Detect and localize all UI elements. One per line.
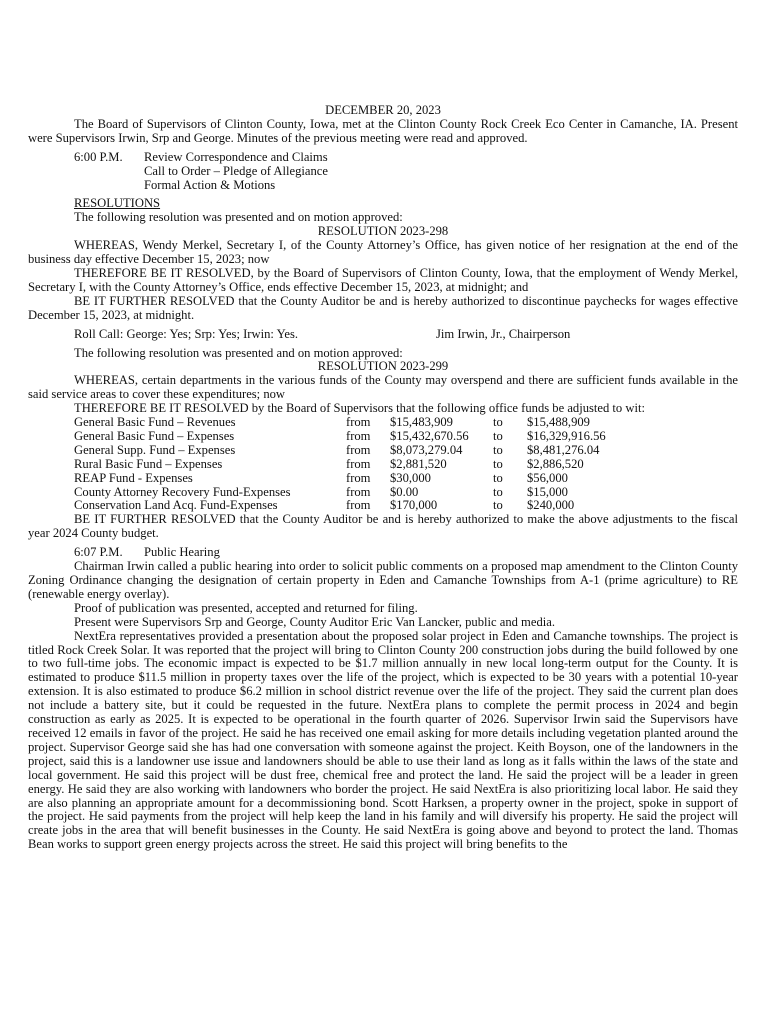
from-label: from (346, 498, 371, 513)
fund-name: REAP Fund - Expenses (74, 470, 193, 485)
fund-name: County Attorney Recovery Fund-Expenses (74, 484, 291, 499)
chairperson-signature: Jim Irwin, Jr., Chairperson (436, 326, 571, 341)
fund-name: General Basic Fund – Expenses (74, 428, 235, 443)
resolution-title: RESOLUTION 2023-299 (317, 359, 449, 374)
from-label: from (346, 428, 371, 443)
resolution-lead: The following resolution was presented and on motion approved: (74, 210, 403, 225)
to-amount: $15,000 (527, 484, 568, 499)
from-amount: $30,000 (390, 470, 431, 485)
to-label: to (493, 428, 503, 443)
agenda-item: Call to Order – Pledge of Allegiance (144, 163, 328, 178)
hearing-paragraph: Proof of publication was presented, accepted and returned for filing. (74, 600, 418, 615)
hearing-paragraph: Chairman Irwin called a public hearing into order to solicit public comments on a proposed map amendment to the Clinton County Zoning Ordinance changing the designation of certain property in Eden and Camanche Townships from A-1 (prime agriculture) to RE (renewable energy overlay). (28, 559, 738, 601)
resolution-therefore: THEREFORE BE IT RESOLVED by the Board of Supervisors that the following office funds be adjusted to wit: (74, 401, 645, 416)
roll-call (74, 328, 738, 342)
agenda-time: 6:00 P.M. (74, 149, 123, 164)
resolution-further: BE IT FURTHER RESOLVED that the County Auditor be and is hereby authorized to make the above adjustments to the fiscal year 2024 County budget. (28, 512, 738, 541)
agenda-item: Review Correspondence and Claims (144, 149, 328, 164)
from-amount: $170,000 (390, 498, 438, 513)
intro-paragraph: The Board of Supervisors of Clinton County, Iowa, met at the Clinton County Rock Creek Eco Center in Camanche, IA. Present were Supervisors Irwin, Srp and George. Minutes of the previous meeting were read and approved. (28, 116, 738, 145)
fund-name: General Supp. Fund – Expenses (74, 442, 236, 457)
from-label: from (346, 456, 371, 471)
from-amount: $2,881,520 (390, 456, 447, 471)
from-amount: $15,432,670.56 (390, 428, 469, 443)
document-body (28, 104, 738, 852)
to-label: to (493, 498, 503, 513)
agenda-item: Formal Action & Motions (144, 177, 276, 192)
from-label: from (346, 470, 371, 485)
resolution-whereas: WHEREAS, Wendy Merkel, Secretary I, of the County Attorney’s Office, has given notice of her resignation at the end of the business day effective December 15, 2023; now (28, 238, 738, 267)
fund-adjustments-table (74, 416, 738, 513)
meeting-date: DECEMBER 20, 2023 (325, 103, 441, 117)
to-label: to (493, 470, 503, 485)
hearing-paragraph: Present were Supervisors Srp and George, County Auditor Eric Van Lancker, public and media. (74, 614, 555, 629)
to-amount: $2,886,520 (527, 456, 584, 471)
hearing-header (74, 546, 738, 560)
resolutions-heading: RESOLUTIONS (74, 196, 161, 211)
to-label: to (493, 415, 503, 430)
from-amount: $15,483,909 (390, 415, 453, 430)
hearing-paragraph: NextEra representatives provided a presentation about the proposed solar project in Eden and Camanche townships. The project is titled Rock Creek Solar. It was reported that the project will bring to Clinton County 200 construction jobs during the build followed by one to two full-time jobs. The economic impact is expected to be $1.7 million annually in new local long-term output for the County. It is estimated to produce $11.5 million in property taxes over the life of the project, which is expected to be 30 years with a potential 10-year extension. It is also estimated to produce $6.2 million in school district revenue over the life of the project. They said the current plan does not include a battery site, but it could be requested in the future. NextEra plans to complete the permit process in 2024 and begin construction as early as 2025. It is expected to be operational in the fourth quarter of 2026. Supervisor Irwin said the Supervisors have received 12 emails in favor of the project. He said he has received one email asking for more details including vegetation planted around the project. Supervisor George said she has had one conversation with someone against the project. Keith Boyson, one of the landowners in the project, said this is a landowner use issue and landowners should be able to use their land as long as it falls within the laws of the state and local government. He said this project will be dust free, chemical free and protect the land. He said the project will be a leader in green energy. He said they are also working with landowners who border the project. He said NextEra is also prioritizing local labor. He said they are also planning an appropriate amount for a decommissioning bond. Scott Harksen, a property owner in the project, spoke in support of the project. He said payments from the project will help keep the land in his family and will diversify his property. He said the project will create jobs in the area that will benefit businesses in the County. He said NextEra is going above and beyond to protect the land. Thomas Bean works to support green energy projects across the street. He said this project will bring benefits to the (28, 628, 738, 852)
fund-name: General Basic Fund – Revenues (74, 415, 236, 430)
resolution-further: BE IT FURTHER RESOLVED that the County Auditor be and is hereby authorized to discontinue paychecks for wages effective December 15, 2023, at midnight. (28, 293, 738, 322)
from-label: from (346, 484, 371, 499)
hearing-label: Public Hearing (144, 545, 220, 560)
from-label: from (346, 415, 371, 430)
fund-name: Conservation Land Acq. Fund-Expenses (74, 498, 278, 513)
to-label: to (493, 484, 503, 499)
from-label: from (346, 442, 371, 457)
fund-name: Rural Basic Fund – Expenses (74, 456, 223, 471)
to-label: to (493, 442, 503, 457)
to-label: to (493, 456, 503, 471)
to-amount: $56,000 (527, 470, 568, 485)
roll-call-text: Roll Call: George: Yes; Srp: Yes; Irwin: Yes. (74, 326, 299, 341)
resolution-therefore: THEREFORE BE IT RESOLVED, by the Board of Supervisors of Clinton County, Iowa, that the employment of Wendy Merkel, Secretary I, with the County Attorney’s Office, ends effective December 15, 2023, at midnight; and (28, 265, 738, 294)
to-amount: $16,329,916.56 (527, 428, 606, 443)
resolution-whereas: WHEREAS, certain departments in the various funds of the County may overspend and there are sufficient funds available in the said service areas to cover these expenditures; now (28, 373, 738, 402)
to-amount: $8,481,276.04 (527, 442, 600, 457)
to-amount: $15,488,909 (527, 415, 590, 430)
hearing-time: 6:07 P.M. (74, 545, 123, 560)
resolution-title: RESOLUTION 2023-298 (317, 224, 449, 239)
from-amount: $8,073,279.04 (390, 442, 463, 457)
to-amount: $240,000 (527, 498, 575, 513)
agenda (74, 151, 738, 193)
resolution-lead: The following resolution was presented and on motion approved: (74, 345, 403, 360)
from-amount: $0.00 (390, 484, 419, 499)
